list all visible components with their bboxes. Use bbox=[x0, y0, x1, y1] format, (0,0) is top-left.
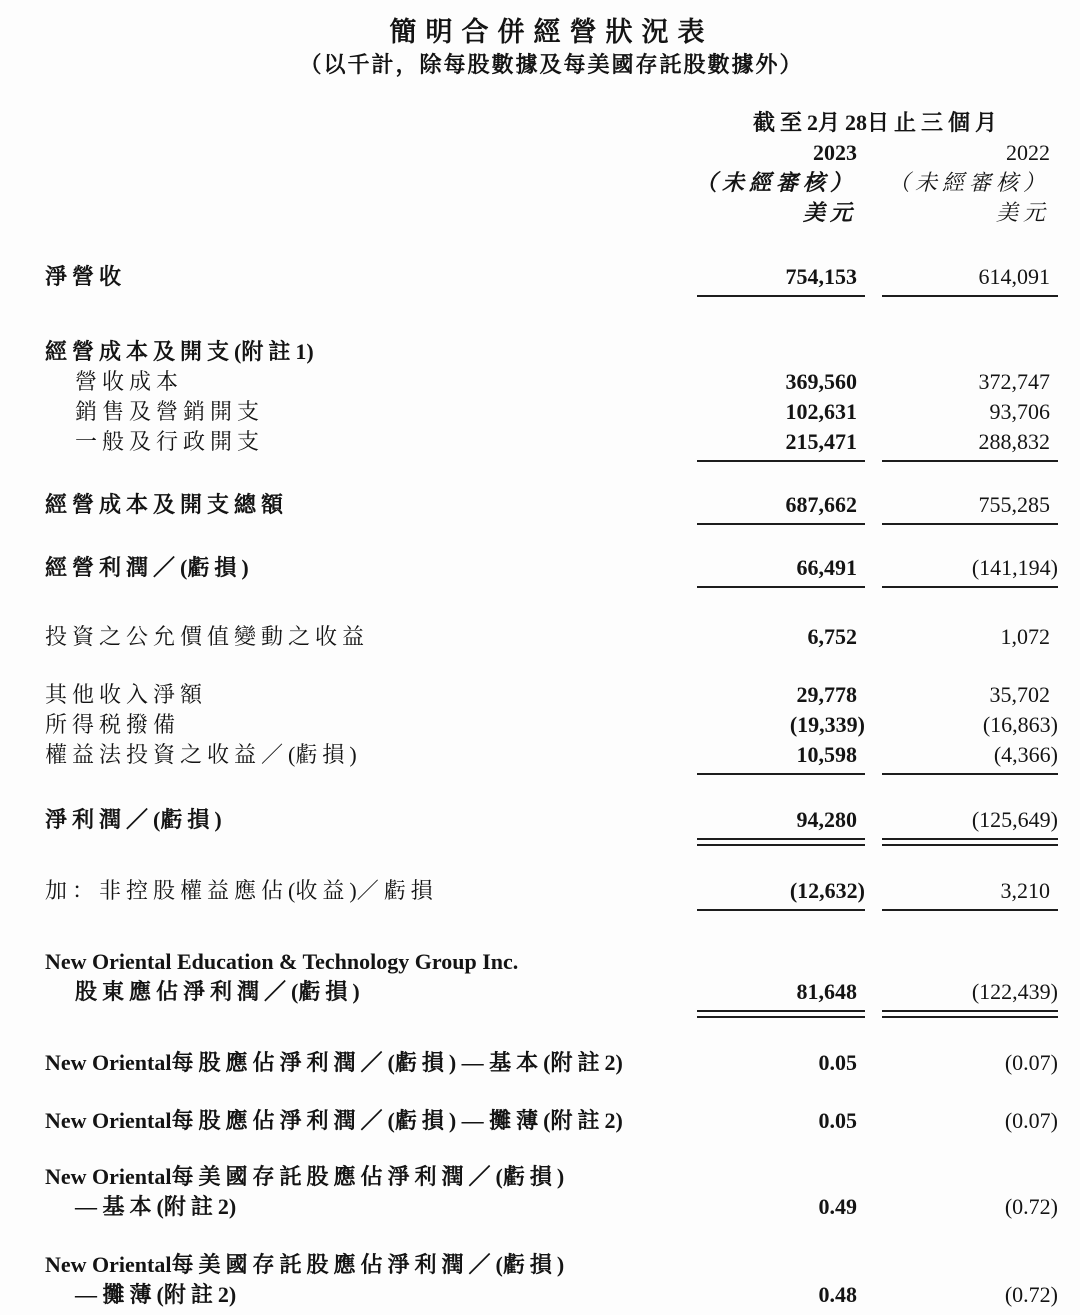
table-row bbox=[45, 947, 1058, 977]
value-2022: (0.72) bbox=[1004, 1194, 1058, 1219]
currency-header-row bbox=[45, 198, 1058, 228]
table-row bbox=[45, 262, 1058, 292]
row-label: 淨營收 bbox=[45, 264, 127, 289]
rule-row bbox=[45, 838, 1058, 846]
table-row bbox=[45, 622, 1058, 652]
row-label: 所得税撥備 bbox=[45, 712, 181, 737]
row-label: New Oriental每美國存託股應佔淨利潤／(虧損) bbox=[45, 1252, 565, 1277]
table-row bbox=[45, 740, 1058, 770]
value-2023: 0.49 bbox=[818, 1194, 857, 1219]
value-2023: 0.05 bbox=[818, 1108, 857, 1133]
audit-header-row bbox=[45, 168, 1058, 198]
section-header-row bbox=[45, 337, 1058, 367]
period-header: 截至2月28日止三個月 bbox=[752, 110, 1003, 135]
table-row bbox=[45, 680, 1058, 710]
row-label: 投資之公允價值變動之收益 bbox=[45, 624, 370, 649]
value-2023: 215,471 bbox=[785, 429, 857, 454]
row-label: 營收成本 bbox=[75, 369, 184, 394]
table-row bbox=[45, 1162, 1058, 1192]
year-header-row bbox=[45, 138, 1058, 168]
rule-row bbox=[45, 586, 1058, 588]
row-label: 加：非控股權益應佔(收益)／虧損 bbox=[45, 878, 438, 903]
value-2022: (0.07) bbox=[1004, 1050, 1058, 1075]
value-2023: 0.48 bbox=[818, 1282, 857, 1307]
audit-2022: （未經審核） bbox=[887, 170, 1050, 195]
row-label: 其他收入淨額 bbox=[45, 682, 208, 707]
value-2023: (12,632) bbox=[789, 878, 865, 903]
value-2022: 614,091 bbox=[978, 264, 1050, 289]
value-2023: 10,598 bbox=[796, 742, 857, 767]
page-subtitle: （以千計，除每股數據及每美國存託股數據外） bbox=[299, 52, 804, 77]
value-2022: 288,832 bbox=[978, 429, 1050, 454]
value-2022: (125,649) bbox=[971, 807, 1058, 832]
rule-row bbox=[45, 295, 1058, 297]
row-label: 權益法投資之收益／(虧損) bbox=[45, 742, 357, 767]
year-2023: 2023 bbox=[813, 140, 857, 165]
value-2022: (122,439) bbox=[971, 979, 1058, 1004]
value-2023: 6,752 bbox=[807, 624, 857, 649]
row-label: New Oriental每美國存託股應佔淨利潤／(虧損) bbox=[45, 1164, 565, 1189]
value-2022: (16,863) bbox=[982, 712, 1058, 737]
rule-row bbox=[45, 1010, 1058, 1018]
value-2022: (141,194) bbox=[971, 555, 1058, 580]
table-row bbox=[45, 1280, 1058, 1310]
value-2023: (19,339) bbox=[789, 712, 865, 737]
row-label: New Oriental Education & Technology Group Inc. bbox=[45, 949, 519, 974]
value-2023: 0.05 bbox=[818, 1050, 857, 1075]
rule-row bbox=[45, 460, 1058, 462]
value-2022: 372,747 bbox=[978, 369, 1050, 394]
table-row bbox=[45, 1192, 1058, 1222]
value-2022: (0.07) bbox=[1004, 1108, 1058, 1133]
row-label: 淨利潤／(虧損) bbox=[45, 807, 222, 832]
audit-2023: （未經審核） bbox=[694, 170, 857, 195]
page-title: 簡明合併經營狀況表 bbox=[389, 17, 714, 47]
value-2022: (0.72) bbox=[1004, 1282, 1058, 1307]
table-row bbox=[45, 367, 1058, 397]
row-label: New Oriental每股應佔淨利潤／(虧損) — 基本(附註2) bbox=[45, 1050, 623, 1075]
table-row bbox=[45, 805, 1058, 835]
table-row bbox=[45, 876, 1058, 906]
currency-2022: 美元 bbox=[995, 200, 1050, 225]
table-row bbox=[45, 710, 1058, 740]
row-label-line2: 股東應佔淨利潤／(虧損) bbox=[75, 979, 360, 1004]
value-2022: 755,285 bbox=[978, 492, 1050, 517]
rule-row bbox=[45, 523, 1058, 525]
value-2023: 369,560 bbox=[785, 369, 857, 394]
currency-2023: 美元 bbox=[802, 200, 857, 225]
table-row bbox=[45, 490, 1058, 520]
year-2022: 2022 bbox=[1006, 140, 1050, 165]
table-row bbox=[45, 1106, 1058, 1136]
value-2023: 29,778 bbox=[796, 682, 857, 707]
table-row bbox=[45, 1250, 1058, 1280]
value-2023: 66,491 bbox=[796, 555, 857, 580]
row-label-line2: — 攤薄(附註2) bbox=[75, 1282, 237, 1307]
rule-row bbox=[45, 909, 1058, 911]
table-row bbox=[45, 1048, 1058, 1078]
value-2022: 93,706 bbox=[989, 399, 1050, 424]
value-2023: 81,648 bbox=[796, 979, 857, 1004]
value-2023: 94,280 bbox=[796, 807, 857, 832]
row-label: 經營利潤／(虧損) bbox=[45, 555, 249, 580]
table-row bbox=[45, 553, 1058, 583]
rule-row bbox=[45, 773, 1058, 775]
row-label: New Oriental每股應佔淨利潤／(虧損) — 攤薄(附註2) bbox=[45, 1108, 623, 1133]
row-label: 經營成本及開支總額 bbox=[45, 492, 289, 517]
value-2022: 1,072 bbox=[1000, 624, 1050, 649]
row-label: 一般及行政開支 bbox=[75, 429, 265, 454]
value-2023: 102,631 bbox=[785, 399, 857, 424]
period-header-row bbox=[45, 108, 1058, 138]
row-label: 經營成本及開支(附註1) bbox=[45, 339, 314, 364]
table-row bbox=[45, 427, 1058, 457]
value-2022: 35,702 bbox=[989, 682, 1050, 707]
row-label-line2: — 基本(附註2) bbox=[75, 1194, 237, 1219]
table-row bbox=[45, 977, 1058, 1007]
value-2022: 3,210 bbox=[1000, 878, 1050, 903]
table-row bbox=[45, 397, 1058, 427]
value-2023: 687,662 bbox=[785, 492, 857, 517]
value-2022: (4,366) bbox=[993, 742, 1058, 767]
value-2023: 754,153 bbox=[785, 264, 857, 289]
row-label: 銷售及營銷開支 bbox=[75, 399, 265, 424]
